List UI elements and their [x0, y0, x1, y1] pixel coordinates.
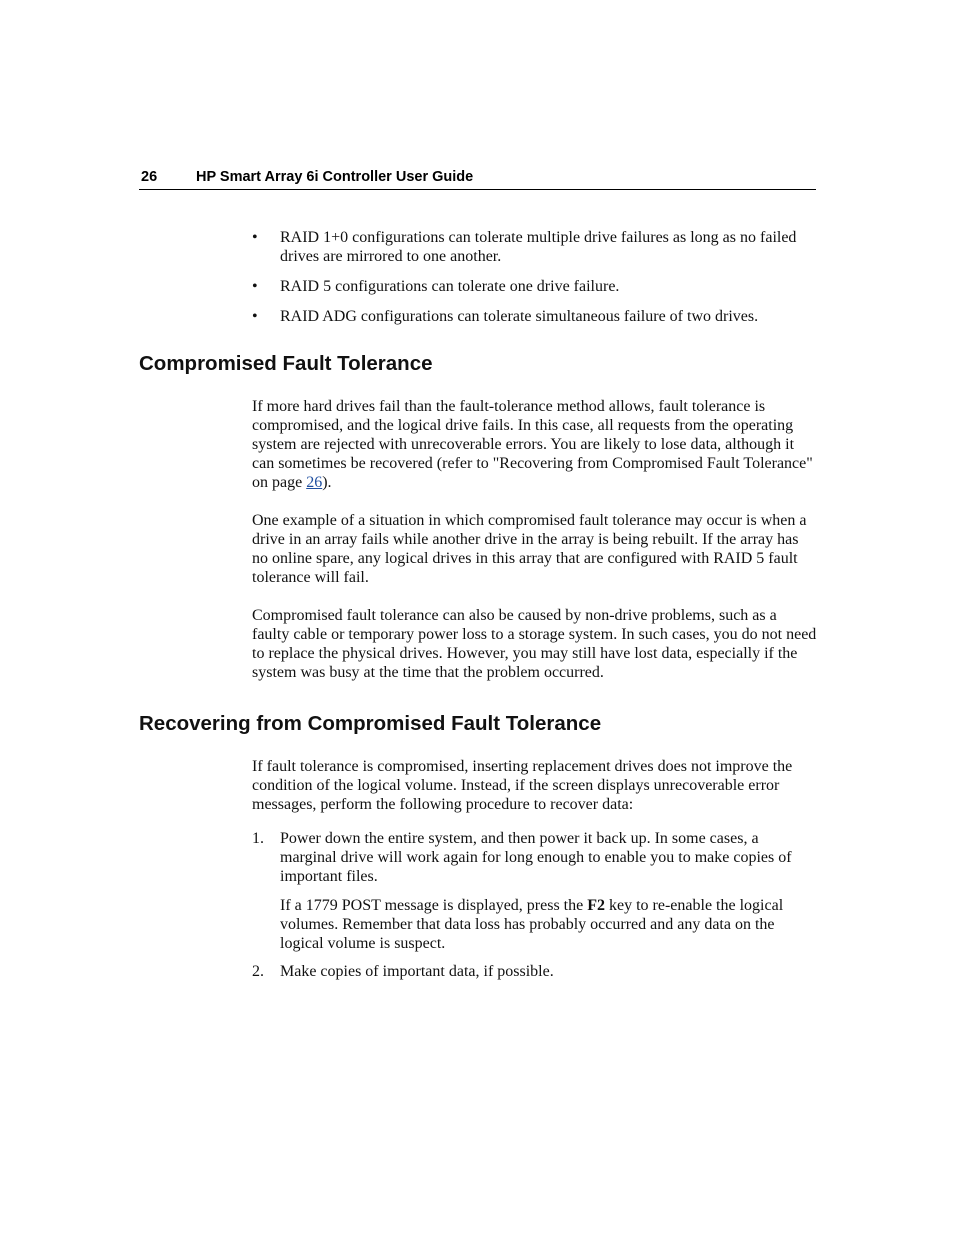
step-number: 1.: [252, 830, 264, 847]
list-item: [252, 228, 812, 266]
list-item: [252, 307, 812, 326]
step-number: 2.: [252, 963, 264, 980]
list-item-text: RAID 1+0 configurations can tolerate multiple drive failures as long as no failed drives are mirrored to one another.: [280, 229, 797, 265]
guide-title: HP Smart Array 6i Controller User Guide: [196, 169, 474, 185]
paragraph-compromised-3: Compromised fault tolerance can also be caused by non-drive problems, such as a faulty cable or temporary power loss to a storage system. In such cases, you do not need to replace the physical drives. However, you may still have lost data, especially if the system was busy at the time that the problem occurred.: [252, 607, 817, 681]
paragraph-compromised-2: One example of a situation in which compromised fault tolerance may occur is when a drive in an array fails while another drive in the array is being rebuilt. If the array has no online spare, any logical drives in this array that are configured with RAID 5 fault tolerance will fail.: [252, 512, 807, 586]
paragraph-compromised-1: [252, 397, 817, 492]
step-note-text: key to re-enable the logical volumes. Remember that data loss has probably occurred and any data on the logical volume is suspect.: [280, 897, 784, 952]
list-item-text: RAID 5 configurations can tolerate one drive failure.: [280, 278, 620, 295]
bullet-glyph: •: [252, 229, 258, 246]
step-note-text: If a 1779 POST message is displayed, press the: [280, 897, 588, 914]
raid-tolerance-list: [252, 228, 812, 337]
step-note: [280, 896, 817, 953]
page-reference-link[interactable]: 26: [306, 474, 323, 491]
bullet-glyph: •: [252, 278, 258, 295]
bullet-glyph: •: [252, 308, 258, 325]
paragraph-text: ).: [322, 474, 332, 491]
paragraph-recovering-intro: If fault tolerance is compromised, inserting replacement drives does not improve the condition of the logical volume. Instead, if the screen displays unrecoverable error messages, perform the following procedure to recover data:: [252, 758, 793, 813]
step-text: Make copies of important data, if possible.: [280, 963, 554, 980]
step-item: [252, 829, 817, 953]
list-item-text: RAID ADG configurations can tolerate simultaneous failure of two drives.: [280, 308, 759, 325]
recovery-steps: [252, 829, 817, 981]
key-name: F2: [587, 897, 605, 914]
step-item: [252, 962, 817, 981]
section-heading-compromised: Compromised Fault Tolerance: [139, 352, 433, 375]
running-header: [139, 168, 816, 190]
step-text: Power down the entire system, and then power it back up. In some cases, a marginal drive will work again for long enough to enable you to make copies of important files.: [280, 830, 792, 885]
list-item: [252, 277, 812, 296]
section-heading-recovering: Recovering from Compromised Fault Tolerance: [139, 712, 602, 735]
page-number: 26: [141, 169, 158, 185]
paragraph-text: If more hard drives fail than the fault-tolerance method allows, fault tolerance is compromised, and the logical drive fails. In this case, all requests from the operating system are rejected with unrecoverable errors. You are likely to lose data, although it can sometimes be recovered (refer to "Recovering from Compromised Fault Tolerance" on page: [252, 398, 813, 491]
